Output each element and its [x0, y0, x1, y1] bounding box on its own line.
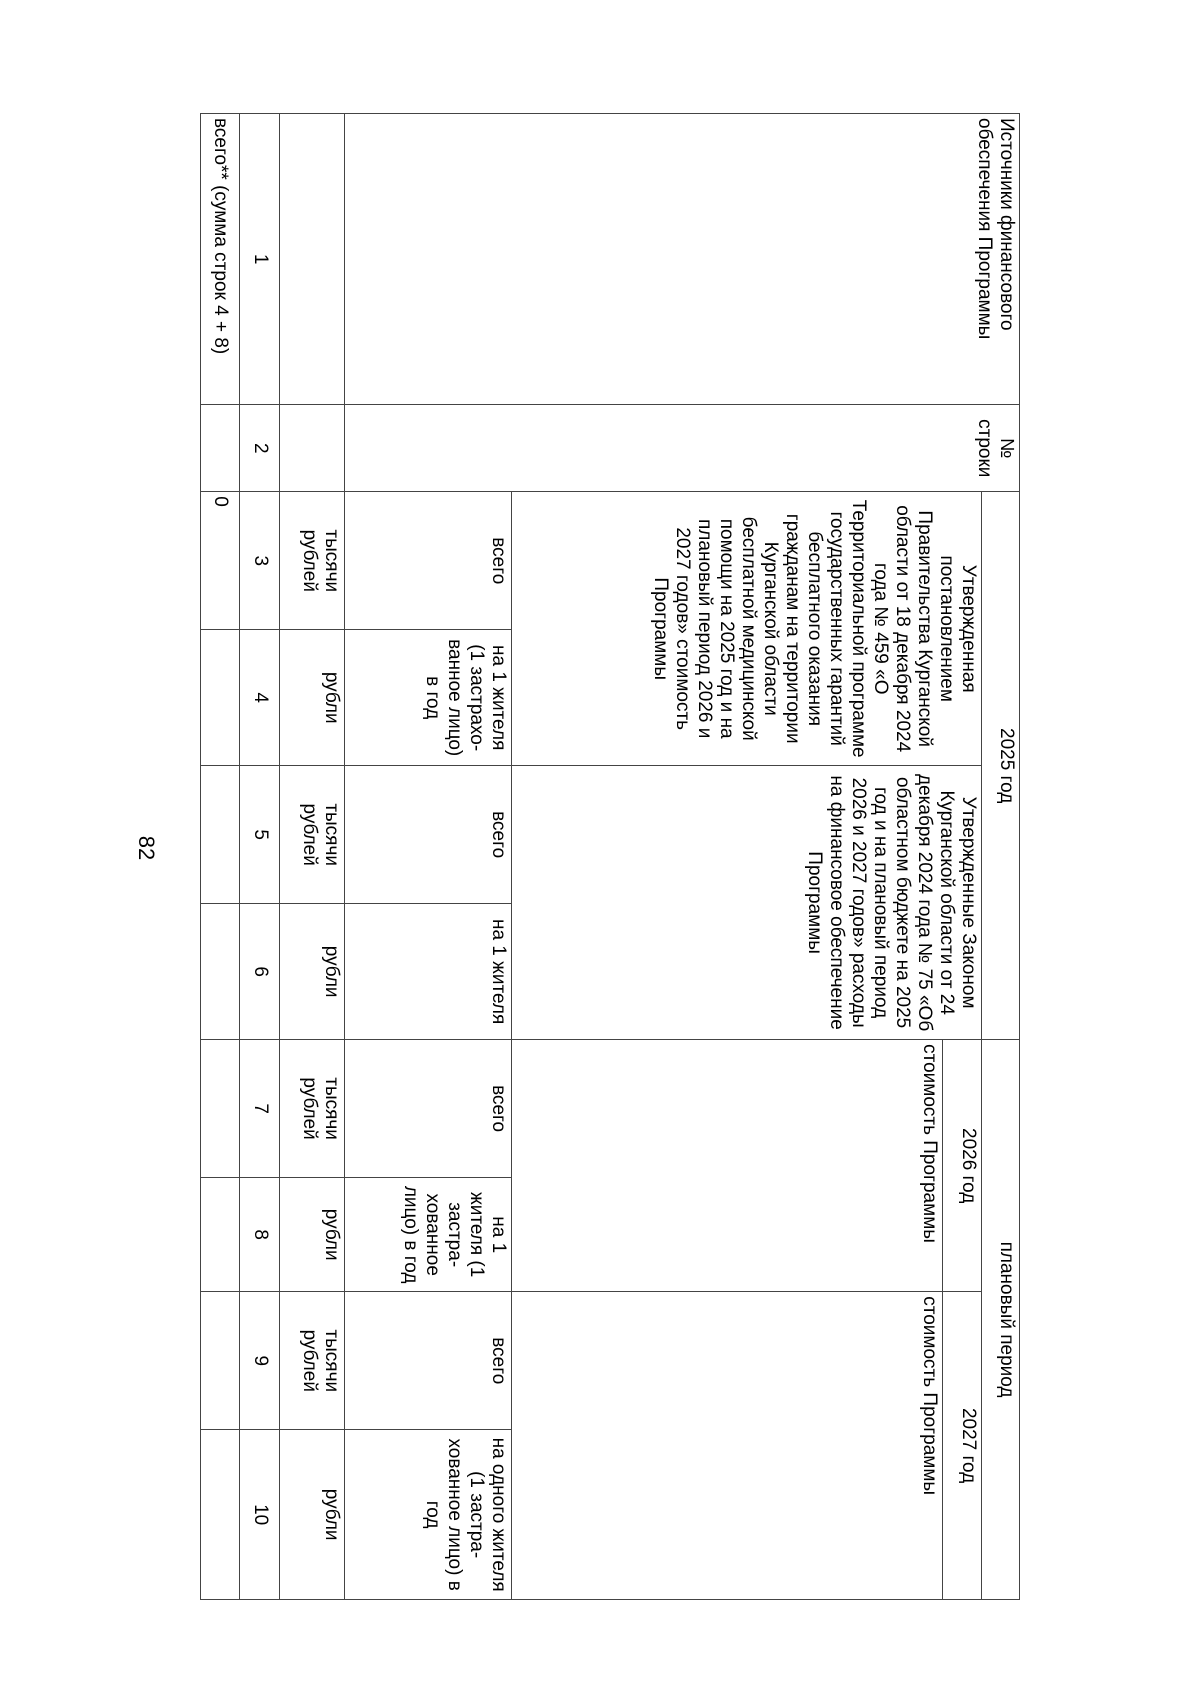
total-c10 [201, 1430, 240, 1600]
header-desc-2027: стоимость Программы [511, 1292, 943, 1600]
header-year-2027: 2027 год [943, 1292, 981, 1600]
total-c8 [201, 1178, 240, 1292]
subheader-c4: на 1 жителя (1 застрахо-ванное лицо) в год [345, 630, 511, 766]
col-number-8: 8 [240, 1178, 279, 1292]
header-year-2025: 2025 год [981, 492, 1019, 1040]
table-container [200, 113, 1020, 1600]
subheader-c6: на 1 жителя [345, 904, 511, 1040]
total-c9 [201, 1292, 240, 1430]
col-number-5: 5 [240, 766, 279, 904]
total-row [201, 114, 240, 1600]
column-numbers-row [240, 114, 279, 1600]
total-c3: 0 [201, 492, 240, 630]
header-desc-2026: стоимость Программы [511, 1040, 943, 1292]
col-number-10: 10 [240, 1430, 279, 1600]
total-c7 [201, 1040, 240, 1178]
subheader-c8: на 1 жителя (1 застра-хованное лицо) в год [345, 1178, 511, 1292]
rotated-table-wrapper [200, 113, 1020, 1600]
col-number-1: 1 [240, 114, 279, 405]
units-c2 [279, 405, 345, 492]
subheader-c3: всего [345, 492, 511, 630]
header-row-no: № строки [345, 405, 1020, 492]
col-number-9: 9 [240, 1292, 279, 1430]
total-c6 [201, 904, 240, 1040]
header-source: Источники финансового обеспечения Программы [345, 114, 1020, 405]
col-number-4: 4 [240, 630, 279, 766]
units-c7: тысячи рублей [279, 1040, 345, 1178]
units-c3: тысячи рублей [279, 492, 345, 630]
units-c8: рубли [279, 1178, 345, 1292]
header-desc-regional-budget: Утвержденные Законом Курганской области от 24 декабря 2024 года № 75 «Об областном бюджете на 2025 год и на плановый период 2026 и 2027 годов» расходы на финансовое обеспечение Программы [511, 766, 981, 1040]
units-row [279, 114, 345, 1600]
subheader-c10: на одного жителя (1 застра-хованное лицо) в год [345, 1430, 511, 1600]
units-c6: рубли [279, 904, 345, 1040]
subheader-c5: всего [345, 766, 511, 904]
units-c5: тысячи рублей [279, 766, 345, 904]
col-number-3: 3 [240, 492, 279, 630]
financing-table [200, 113, 1020, 1600]
header-row-years [981, 114, 1019, 1600]
total-row-no [201, 405, 240, 492]
total-c4 [201, 630, 240, 766]
subheader-c9: всего [345, 1292, 511, 1430]
col-number-2: 2 [240, 405, 279, 492]
col-number-6: 6 [240, 904, 279, 1040]
subheader-c7: всего [345, 1040, 511, 1178]
header-planning-period: плановый период [981, 1040, 1019, 1600]
total-label: всего** (сумма строк 4 + 8) [201, 114, 240, 405]
units-c1 [279, 114, 345, 405]
total-c5 [201, 766, 240, 904]
page-number: 82 [134, 835, 159, 861]
units-c10: рубли [279, 1430, 345, 1600]
units-c9: тысячи рублей [279, 1292, 345, 1430]
header-desc-territorial-program: Утвержденная постановлением Правительства Курганской области от 18 декабря 2024 года № 459 «О Территориальной программе государственных гарантий бесплатного оказания гражданам на территории Курганской области бесплатной медицинской помощи на 2025 год и на плановый период 2026 и 2027 годов» стоимость Программы [511, 492, 981, 766]
col-number-7: 7 [240, 1040, 279, 1178]
header-year-2026: 2026 год [943, 1040, 981, 1292]
units-c4: рубли [279, 630, 345, 766]
